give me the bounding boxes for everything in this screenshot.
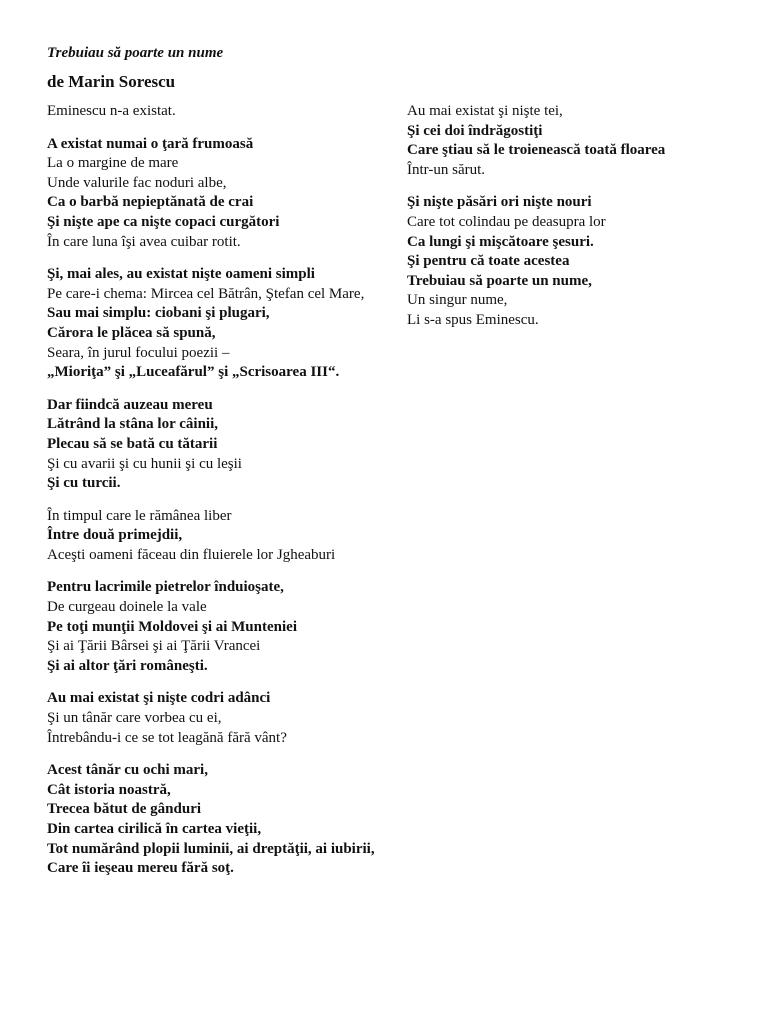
- stanza: [47, 507, 377, 566]
- poem-line: Trecea bătut de gânduri: [47, 801, 202, 818]
- poem-line: Un singur nume,: [407, 292, 508, 309]
- poem-title: Trebuiau să poarte un nume: [47, 45, 224, 61]
- poem-line: Care tot colindau pe deasupra lor: [407, 213, 606, 230]
- poem-line: Într-un sărut.: [407, 161, 486, 178]
- poem-line: Şi ai Ţării Bârsei şi ai Ţării Vrancei: [47, 638, 261, 655]
- poem-line: Şi, mai ales, au existat nişte oameni simpli: [47, 266, 315, 283]
- poem-line: Pentru lacrimile pietrelor înduioşate,: [47, 579, 284, 596]
- poem-line: „Mioriţa” şi „Luceafărul” şi „Scrisoarea III“.: [47, 364, 340, 381]
- stanza: [47, 265, 377, 383]
- poem-line: Pe care-i chema: Mircea cel Bătrân, Ştefan cel Mare,: [47, 285, 365, 302]
- poem-line: De curgeau doinele la vale: [47, 599, 207, 616]
- poem-line: Lătrând la stâna lor câinii,: [47, 416, 218, 433]
- poem-line: La o margine de mare: [47, 155, 179, 172]
- stanza: [47, 135, 377, 253]
- poem-line: Întrebându-i ce se tot leagănă fără vânt?: [47, 729, 287, 746]
- poem-line: Cât istoria noastră,: [47, 781, 171, 798]
- poem-line: Tot numărând plopii luminii, ai dreptăţii, ai iubirii,: [47, 840, 375, 857]
- poem-column-left: [47, 102, 377, 892]
- stanza: [47, 761, 377, 879]
- poem-line: Pe toţi munţii Moldovei şi ai Munteniei: [47, 618, 297, 635]
- poem-line: Şi cei doi îndrăgostiţi: [407, 122, 543, 139]
- poem-line: În timpul care le rămânea liber: [47, 507, 232, 524]
- poem-line: Ca o barbă nepieptănată de crai: [47, 194, 254, 211]
- stanza: [47, 578, 377, 676]
- poem-line: Au mai existat şi nişte codri adânci: [47, 690, 271, 707]
- poem-line: Eminescu n-a existat.: [47, 103, 176, 119]
- poem-line: Şi cu avarii şi cu hunii şi cu leşii: [47, 455, 242, 472]
- poem-line: Şi nişte ape ca nişte copaci curgători: [47, 213, 280, 230]
- poem-line: Unde valurile fac noduri albe,: [47, 174, 227, 191]
- stanza: [47, 689, 377, 748]
- poem-line: Care îi ieşeau mereu fără soţ.: [47, 860, 234, 877]
- poem-line: Acest tânăr cu ochi mari,: [47, 762, 208, 779]
- poem-line: Din cartea cirilică în cartea vieţii,: [47, 821, 262, 837]
- poem-line: Între două primejdii,: [47, 527, 183, 544]
- poem-line: Plecau să se bată cu tătarii: [47, 435, 218, 452]
- stanza: [407, 102, 737, 180]
- poem-line: Seara, în jurul focului poezii –: [47, 344, 230, 361]
- poem-line: Şi ai altor ţări româneşti.: [47, 657, 208, 674]
- poem-line: Aceşti oameni făceau din fluierele lor Jgheaburi: [47, 546, 336, 563]
- poem-line: În care luna îşi avea cuibar rotit.: [47, 233, 241, 250]
- poem-line: Şi nişte păsări ori nişte nouri: [407, 194, 592, 211]
- stanza: [407, 193, 737, 330]
- poem-line: Şi un tânăr care vorbea cu ei,: [47, 710, 222, 727]
- stanza: [47, 102, 377, 122]
- poem-line: A existat numai o ţară frumoasă: [47, 135, 254, 152]
- poem-line: Cărora le plăcea să spună,: [47, 324, 216, 341]
- stanza: [47, 396, 377, 494]
- poem-line: Care ştiau să le troienească toată floarea: [407, 142, 666, 159]
- poem-line: Trebuiau să poarte un nume,: [407, 272, 592, 289]
- poem-line: Dar fiindcă auzeau mereu: [47, 396, 213, 413]
- poem-author: de Marin Sorescu: [47, 72, 176, 91]
- poem-line: Şi cu turcii.: [47, 475, 121, 492]
- poem-line: Ca lungi şi mişcătoare şesuri.: [407, 233, 594, 250]
- poem-column-right: [407, 102, 737, 344]
- poem-line: Sau mai simplu: ciobani şi plugari,: [47, 305, 270, 322]
- poem-line: Li s-a spus Eminescu.: [407, 311, 539, 328]
- poem-line: Şi pentru că toate acestea: [407, 253, 570, 270]
- poem-line: Au mai existat şi nişte tei,: [407, 103, 563, 119]
